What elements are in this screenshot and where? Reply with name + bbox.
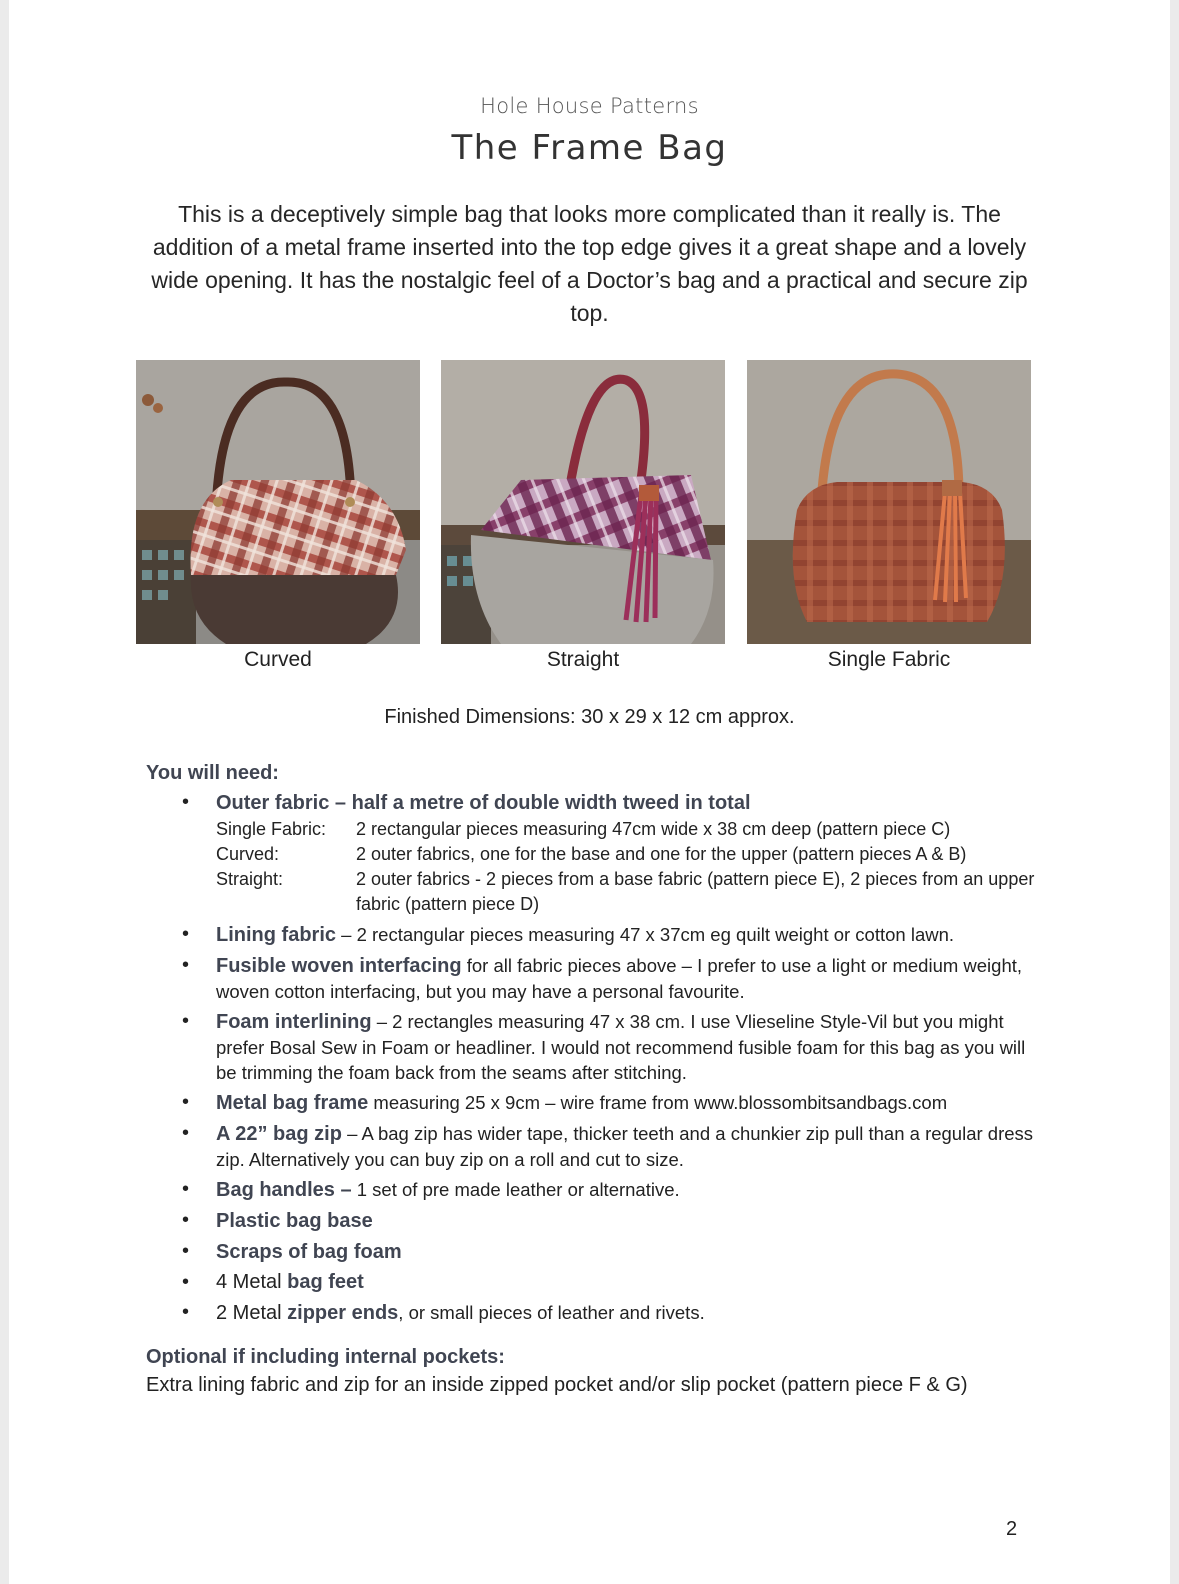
item-name: Plastic bag base (216, 1210, 373, 1232)
item-detail: , or small pieces of leather and rivets. (398, 1302, 705, 1323)
page-title: The Frame Bag (451, 128, 728, 168)
list-item (146, 1009, 1046, 1085)
item-name: bag feet (287, 1271, 364, 1293)
item-prefix: 4 Metal (216, 1271, 288, 1293)
option-name: Straight: (216, 869, 284, 889)
outer-fabric-label: Outer fabric – half a metre of double width tweed in total (216, 792, 751, 814)
requirements-heading: You will need: (146, 762, 279, 784)
brand-name: Hole House Patterns (480, 94, 699, 118)
list-item (146, 1090, 1046, 1116)
caption-straight: Straight (546, 648, 620, 671)
item-detail: – 2 rectangles measuring 47 x 38 cm. I use Vlieseline Style-Vil but you might prefer Bosal Sew in Foam or headliner. I would not recommend fusible foam for this bag as you will be trimming the foam back from the seams after stitching. (216, 1011, 1026, 1083)
requirements-list (146, 790, 1046, 1331)
page-number: 2 (1006, 1518, 1018, 1540)
list-item (146, 1300, 1046, 1326)
item-name: Foam interlining (216, 1011, 372, 1033)
list-item (146, 1121, 1046, 1172)
finished-dimensions: Finished Dimensions: 30 x 29 x 12 cm approx. (384, 706, 795, 728)
list-item (146, 1270, 1046, 1295)
item-detail: 1 set of pre made leather or alternative. (351, 1179, 680, 1200)
caption-single-fabric: Single Fabric (827, 648, 951, 671)
list-item-outer-fabric (146, 790, 1046, 917)
item-detail: for all fabric pieces above – I prefer to use a light or medium weight, woven cotton interfacing, but you may have a personal favourite. (216, 955, 1023, 1002)
option-name: Single Fabric: (216, 819, 327, 839)
item-name: zipper ends (287, 1302, 399, 1324)
option-name: Curved: (216, 844, 280, 864)
item-name: Fusible woven interfacing (216, 955, 462, 977)
single-fabric-bag-image (747, 360, 1031, 644)
straight-bag-image (441, 360, 725, 644)
item-name: Bag handles – (216, 1179, 352, 1201)
list-item (146, 1239, 1046, 1265)
item-detail: measuring 25 x 9cm – wire frame from www.blossombitsandbags.com (368, 1092, 948, 1113)
outer-fabric-options (216, 817, 1046, 917)
list-item (146, 922, 1046, 948)
curved-bag-image (136, 360, 420, 644)
list-item (146, 1177, 1046, 1203)
option-text: 2 outer fabrics - 2 pieces from a base fabric (pattern piece E), 2 pieces from an upper fabric (pattern piece D) (356, 869, 1035, 914)
document-page (9, 0, 1170, 1584)
photo-curved-bag (136, 360, 420, 644)
item-detail: – 2 rectangular pieces measuring 47 x 37cm eg quilt weight or cotton lawn. (336, 924, 955, 945)
list-item (146, 953, 1046, 1004)
list-item (146, 1208, 1046, 1234)
item-name: Scraps of bag foam (216, 1241, 402, 1263)
photo-single-fabric-bag (747, 360, 1031, 644)
optional-text: Extra lining fabric and zip for an inside zipped pocket and/or slip pocket (pattern piece F & G) (146, 1374, 968, 1396)
item-name: Lining fabric (216, 924, 336, 946)
caption-curved: Curved (244, 648, 312, 671)
option-text: 2 outer fabrics, one for the base and one for the upper (pattern pieces A & B) (356, 844, 967, 864)
item-prefix: 2 Metal (216, 1302, 288, 1324)
item-name: Metal bag frame (216, 1092, 369, 1114)
photo-straight-bag (441, 360, 725, 644)
photo-gallery (136, 360, 1036, 680)
item-detail: – A bag zip has wider tape, thicker teeth and a chunkier zip pull than a regular dress zip. Alternatively you can buy zip on a roll and cut to size. (216, 1123, 1034, 1170)
option-text: 2 rectangular pieces measuring 47cm wide x 38 cm deep (pattern piece C) (356, 819, 951, 839)
optional-heading: Optional if including internal pockets: (146, 1346, 505, 1368)
item-name: A 22” bag zip (216, 1123, 342, 1145)
intro-paragraph: This is a deceptively simple bag that looks more complicated than it really is. The addition of a metal frame inserted into the top edge gives it a great shape and a lovely wide opening. It has the nostalgic feel of a Doctor’s bag and a practical and secure zip top. (151, 201, 1028, 326)
